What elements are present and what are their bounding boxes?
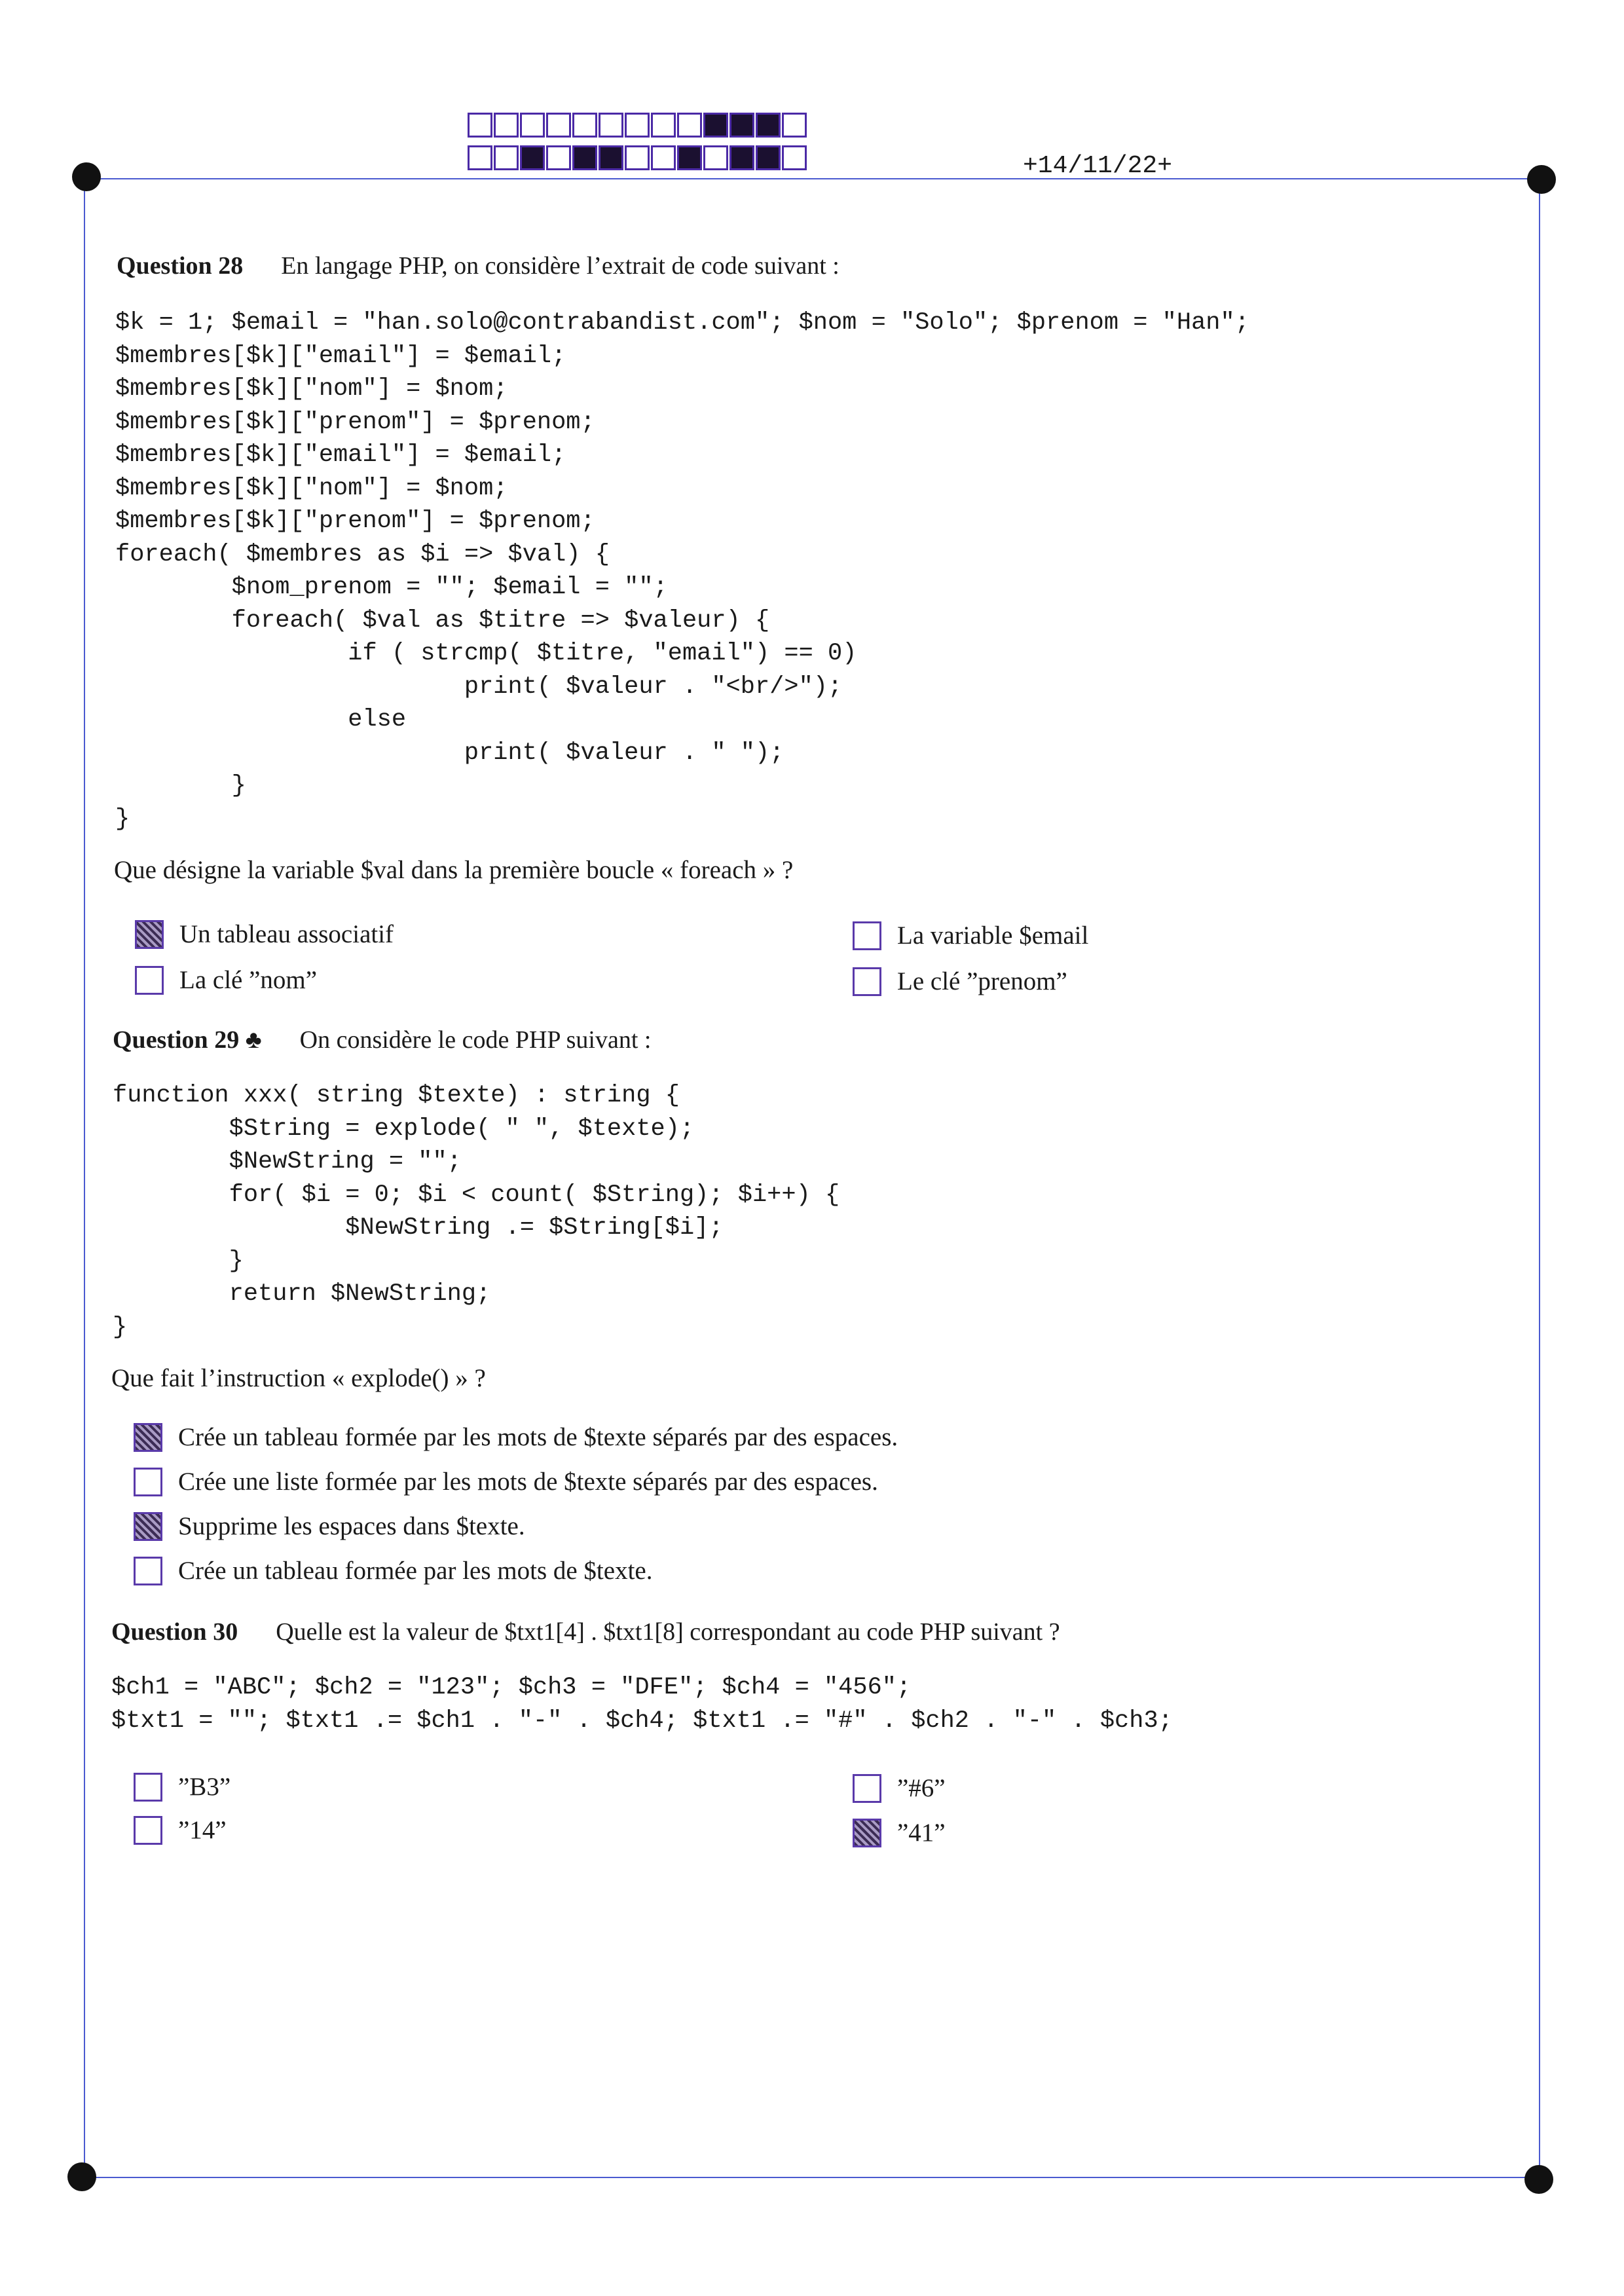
question-label: Question 29 ♣ bbox=[113, 1026, 262, 1054]
barcode-cell bbox=[546, 145, 571, 170]
answer-checkbox[interactable] bbox=[134, 1423, 162, 1452]
barcode-cell bbox=[651, 113, 676, 138]
q29-choice-1[interactable] bbox=[134, 1422, 898, 1452]
choice-label: La variable $email bbox=[897, 921, 1089, 950]
choice-label: Un tableau associatif bbox=[179, 920, 394, 948]
q30-choice-1[interactable] bbox=[134, 1772, 231, 1802]
barcode-cell bbox=[677, 113, 702, 138]
barcode-cell bbox=[520, 145, 545, 170]
barcode-cell bbox=[625, 145, 650, 170]
corner-mark-top-right bbox=[1527, 165, 1556, 194]
q29-choice-2[interactable] bbox=[134, 1467, 878, 1496]
answer-checkbox[interactable] bbox=[135, 966, 164, 995]
choice-label: ”41” bbox=[897, 1819, 946, 1847]
answer-checkbox[interactable] bbox=[853, 1774, 881, 1803]
q29-choice-3[interactable] bbox=[134, 1511, 525, 1541]
answer-checkbox[interactable] bbox=[135, 920, 164, 949]
q30-choice-2[interactable] bbox=[853, 1773, 946, 1803]
barcode-cell bbox=[703, 145, 728, 170]
answer-checkbox[interactable] bbox=[134, 1816, 162, 1845]
answer-checkbox[interactable] bbox=[134, 1512, 162, 1541]
barcode-cell bbox=[651, 145, 676, 170]
question-label: Question 28 bbox=[117, 252, 244, 280]
choice-label: Crée une liste formée par les mots de $texte séparés par des espaces. bbox=[178, 1468, 878, 1496]
answer-checkbox[interactable] bbox=[853, 1819, 881, 1847]
answer-checkbox[interactable] bbox=[134, 1557, 162, 1585]
barcode-cell bbox=[494, 145, 519, 170]
question-29-heading bbox=[113, 1026, 651, 1054]
barcode-cell bbox=[782, 145, 807, 170]
barcode-cell bbox=[703, 113, 728, 138]
answer-checkbox[interactable] bbox=[853, 921, 881, 950]
choice-label: ”B3” bbox=[178, 1773, 231, 1801]
question-30-heading bbox=[111, 1618, 1060, 1646]
barcode-cell bbox=[756, 145, 781, 170]
question-label: Question 30 bbox=[111, 1618, 238, 1646]
choice-label: La clé ”nom” bbox=[179, 966, 318, 994]
corner-mark-bottom-right bbox=[1524, 2165, 1553, 2194]
barcode-cell bbox=[599, 113, 623, 138]
question-text: On considère le code PHP suivant : bbox=[299, 1026, 652, 1054]
barcode-cell bbox=[599, 145, 623, 170]
question-28-heading bbox=[117, 251, 840, 280]
q28-choice-4[interactable] bbox=[853, 967, 1067, 996]
q28-choice-3[interactable] bbox=[135, 965, 317, 995]
barcode-cell bbox=[782, 113, 807, 138]
question-29-prompt: Que fait l’instruction « explode() » ? bbox=[111, 1364, 486, 1392]
choice-label: ”14” bbox=[178, 1816, 227, 1844]
barcode-cell bbox=[520, 113, 545, 138]
question-29-code: function xxx( string $texte) : string { $String = explode( " ", $texte); $NewString = ""; for( $i = 0; $i < count( $String); $i++) { $NewString .= $String[$i]; } return $NewString; } bbox=[113, 1082, 840, 1341]
choice-label: ”#6” bbox=[897, 1774, 946, 1802]
barcode-row-top bbox=[468, 113, 807, 138]
q28-choice-2[interactable] bbox=[853, 921, 1088, 950]
barcode-cell bbox=[625, 113, 650, 138]
choice-label: Crée un tableau formée par les mots de $texte séparés par des espaces. bbox=[178, 1423, 898, 1451]
answer-checkbox[interactable] bbox=[853, 967, 881, 996]
q29-choice-4[interactable] bbox=[134, 1556, 652, 1585]
barcode-cell bbox=[729, 145, 754, 170]
choice-label: Supprime les espaces dans $texte. bbox=[178, 1512, 525, 1540]
corner-mark-bottom-left bbox=[67, 2162, 96, 2191]
barcode-cell bbox=[572, 113, 597, 138]
barcode-cell bbox=[729, 113, 754, 138]
barcode-cell bbox=[756, 113, 781, 138]
corner-mark-top-left bbox=[72, 162, 101, 191]
answer-checkbox[interactable] bbox=[134, 1773, 162, 1802]
header-date: +14/11/22+ bbox=[1023, 152, 1173, 180]
choice-label: Crée un tableau formée par les mots de $texte. bbox=[178, 1557, 653, 1585]
barcode-cell bbox=[468, 145, 492, 170]
question-30-code: $ch1 = "ABC"; $ch2 = "123"; $ch3 = "DFE"; $ch4 = "456"; $txt1 = ""; $txt1 .= $ch1 . "-" . $ch4; $txt1 .= "#" . $ch2 . "-" . $ch3; bbox=[111, 1674, 1173, 1735]
question-text: Quelle est la valeur de $txt1[4] . $txt1[8] correspondant au code PHP suivant ? bbox=[276, 1618, 1060, 1646]
barcode-cell bbox=[677, 145, 702, 170]
question-28-prompt: Que désigne la variable $val dans la première boucle « foreach » ? bbox=[114, 856, 794, 884]
barcode-cell bbox=[494, 113, 519, 138]
question-28-code: $k = 1; $email = "han.solo@contrabandist.com"; $nom = "Solo"; $prenom = "Han"; $membres[$k]["email"] = $email; $membres[$k]["nom"] = $nom; $membres[$k]["prenom"] = $prenom; $membres[$k]["email"] = $email; $membres[$k]["nom"] = $nom; $membres[$k]["prenom"] = $prenom; foreach( $membres as $i => $val) { $nom_prenom = ""; $email = ""; foreach( $val as $titre => $valeur) { if ( strcmp( $titre, "email") == 0) print( $valeur . "<br/>"); else print( $valeur . " "); } } bbox=[115, 309, 1249, 833]
barcode-cell bbox=[468, 113, 492, 138]
barcode-row-bottom bbox=[468, 145, 807, 170]
barcode-cell bbox=[572, 145, 597, 170]
q28-choice-1[interactable] bbox=[135, 919, 394, 949]
q30-choice-3[interactable] bbox=[134, 1815, 227, 1845]
choice-label: Le clé ”prenom” bbox=[897, 967, 1067, 995]
question-text: En langage PHP, on considère l’extrait de code suivant : bbox=[281, 252, 840, 280]
barcode-cell bbox=[546, 113, 571, 138]
q30-choice-4[interactable] bbox=[853, 1818, 946, 1847]
answer-checkbox[interactable] bbox=[134, 1468, 162, 1496]
